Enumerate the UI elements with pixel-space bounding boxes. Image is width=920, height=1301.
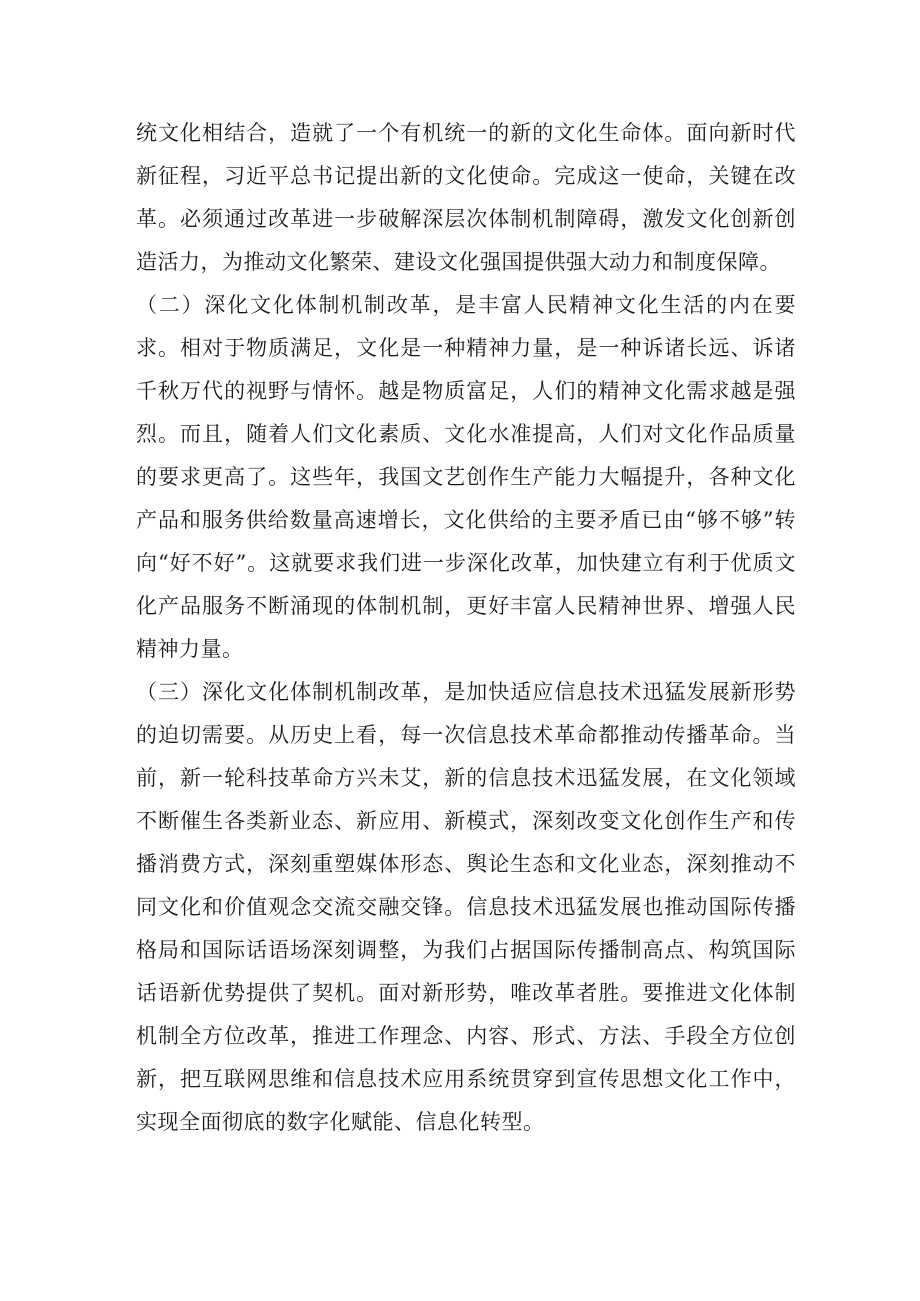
- document-page: [136, 112, 796, 1144]
- paragraph-continuation: 统文化相结合，造就了一个有机统一的新的文化生命体。面向新时代新征程，习近平总书记提出新的文化使命。完成这一使命，关键在改革。必须通过改革进一步破解深层次体制机制障碍，激发文化创新创造活力，为推动文化繁荣、建设文化强国提供强大动力和制度保障。: [136, 121, 796, 274]
- paragraph-section-three: （三）深化文化体制机制改革，是加快适应信息技术迅猛发展新形势的迫切需要。从历史上看，每一次信息技术革命都推动传播革命。当前，新一轮科技革命方兴未艾，新的信息技术迅猛发展，在文化领域不断催生各类新业态、新应用、新模式，深刻改变文化创作生产和传播消费方式，深刻重塑媒体形态、舆论生态和文化业态，深刻推动不同文化和价值观念交流交融交锋。信息技术迅猛发展也推动国际传播格局和国际话语场深刻调整，为我们占据国际传播制高点、构筑国际话语新优势提供了契机。面对新形势，唯改革者胜。要推进文化体制机制全方位改革，推进工作理念、内容、形式、方法、手段全方位创新，把互联网思维和信息技术应用系统贯穿到宣传思想文化工作中，实现全面彻底的数字化赋能、信息化转型。: [136, 680, 796, 1134]
- paragraph-section-two: （二）深化文化体制机制改革，是丰富人民精神文化生活的内在要求。相对于物质满足，文化是一种精神力量，是一种诉诸长远、诉诸千秋万代的视野与情怀。越是物质富足，人们的精神文化需求越是强烈。而且，随着人们文化素质、文化水准提高，人们对文化作品质量的要求更高了。这些年，我国文艺创作生产能力大幅提升，各种文化产品和服务供给数量高速增长，文化供给的主要矛盾已由“够不够”转向“好不好”。这就要求我们进一步深化改革，加快建立有利于优质文化产品服务不断涌现的体制机制，更好丰富人民精神世界、增强人民精神力量。: [136, 293, 796, 661]
